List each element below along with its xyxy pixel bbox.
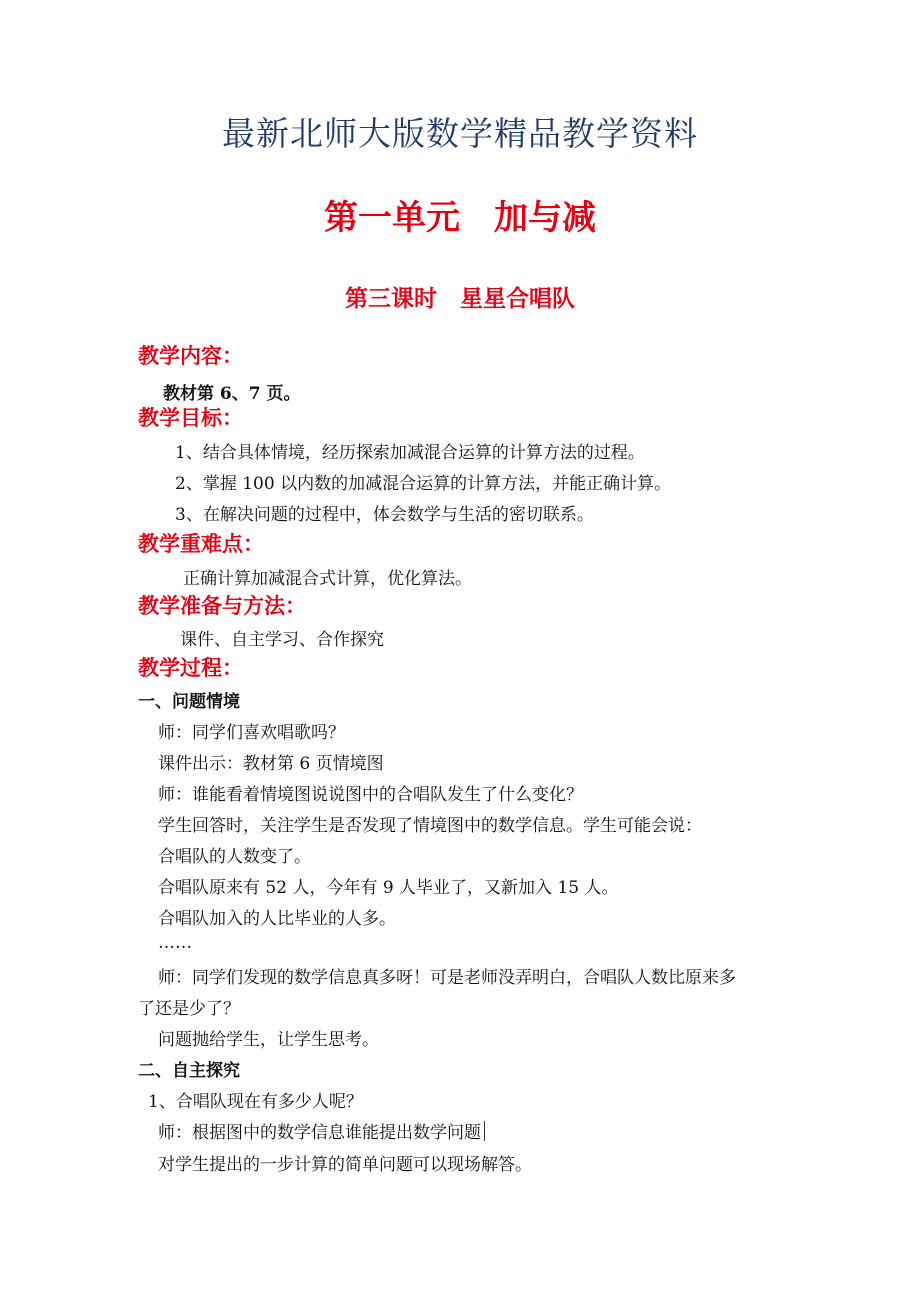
goals-heading: 教学目标： bbox=[138, 406, 243, 430]
process-heading: 教学过程： bbox=[138, 656, 243, 680]
paragraph-line: 师：谁能看着情境图说说图中的合唱队发生了什么变化？ bbox=[158, 785, 583, 805]
paragraph-line: …… bbox=[158, 933, 192, 953]
section-title: 一、问题情境 bbox=[138, 692, 240, 712]
text-cursor bbox=[484, 1121, 485, 1141]
paragraph-line: 合唱队加入的人比毕业的人多。 bbox=[158, 909, 396, 929]
goal-item: 3、在解决问题的过程中，体会数学与生活的密切联系。 bbox=[175, 505, 594, 525]
content-heading: 教学内容： bbox=[138, 344, 243, 368]
preparation-heading: 教学准备与方法： bbox=[138, 594, 306, 618]
paragraph-line: 合唱队的人数变了。 bbox=[158, 847, 311, 867]
paragraph-line: 问题抛给学生，让学生思考。 bbox=[158, 1030, 379, 1050]
lesson-title: 第三课时 星星合唱队 bbox=[345, 286, 575, 312]
paragraph-line: 了还是少了？ bbox=[138, 999, 240, 1019]
paragraph-line: 师：同学们发现的数学信息真多呀！可是老师没弄明白，合唱队人数比原来多 bbox=[158, 968, 736, 988]
goal-item: 1、结合具体情境，经历探索加减混合运算的计算方法的过程。 bbox=[175, 443, 645, 463]
key-points-heading: 教学重难点： bbox=[138, 532, 264, 556]
document-banner: 最新北师大版数学精品教学资料 bbox=[222, 114, 698, 153]
paragraph-line: 合唱队原来有 52 人，今年有 9 人毕业了，又新加入 15 人。 bbox=[158, 878, 619, 898]
section-title: 二、自主探究 bbox=[138, 1061, 240, 1081]
paragraph-line-text: 师：根据图中的数学信息谁能提出数学问题 bbox=[158, 1123, 481, 1143]
paragraph-line: 课件出示：教材第 6 页情境图 bbox=[158, 754, 384, 774]
unit-title: 第一单元 加与减 bbox=[324, 198, 596, 238]
paragraph-line: 1、合唱队现在有多少人呢？ bbox=[148, 1092, 363, 1112]
paragraph-line: 师：同学们喜欢唱歌吗？ bbox=[158, 723, 345, 743]
paragraph-line: 对学生提出的一步计算的简单问题可以现场解答。 bbox=[158, 1155, 532, 1175]
goal-item: 2、掌握 100 以内数的加减混合运算的计算方法，并能正确计算。 bbox=[175, 474, 672, 494]
paragraph-line bbox=[158, 1118, 485, 1143]
paragraph-line: 学生回答时，关注学生是否发现了情境图中的数学信息。学生可能会说： bbox=[158, 816, 702, 836]
key-points-text: 正确计算加减混合式计算，优化算法。 bbox=[183, 569, 472, 589]
content-text: 教材第 6、7 页。 bbox=[163, 384, 301, 404]
preparation-text: 课件、自主学习、合作探究 bbox=[180, 630, 384, 650]
